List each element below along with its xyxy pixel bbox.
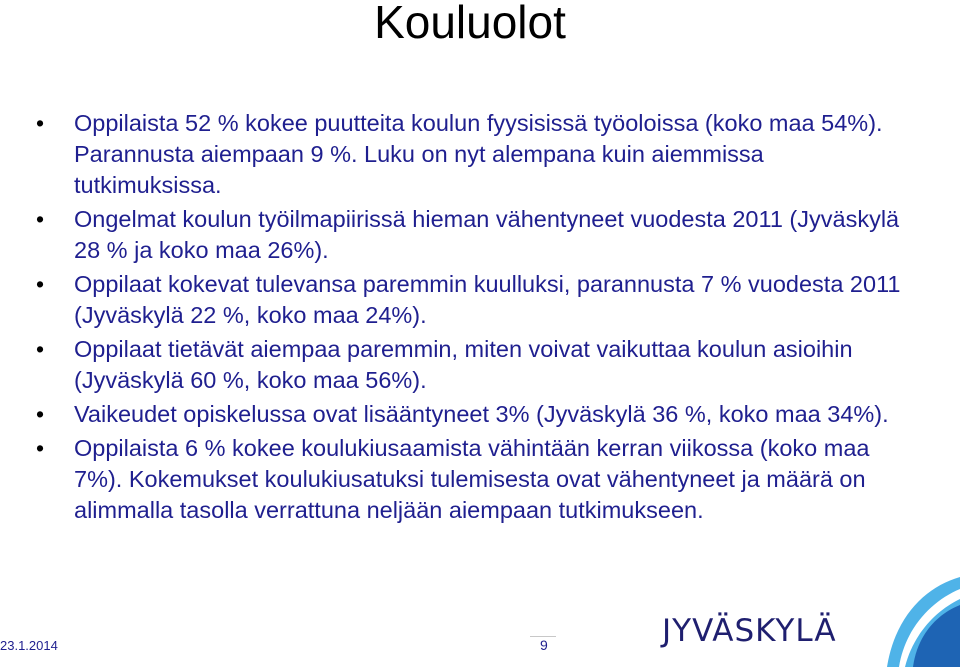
jyvaskyla-swoosh-icon: [865, 577, 960, 667]
slide-title: Kouluolot: [374, 0, 566, 48]
bullet-text: Oppilaat tietävät aiempaa paremmin, miten voivat vaikuttaa koulun asioihin (Jyväskylä 60 %, koko maa 56%).: [74, 336, 853, 393]
bullet-item: [36, 433, 916, 526]
bullet-list: [36, 108, 916, 529]
logo-text: JYVÄSKYLÄ: [662, 613, 837, 649]
bullet-text: Vaikeudet opiskelussa ovat lisääntyneet 3% (Jyväskylä 36 %, koko maa 34%).: [74, 401, 889, 427]
bullet-item: [36, 399, 916, 430]
bullet-text: Oppilaista 52 % kokee puutteita koulun fyysisissä työoloissa (koko maa 54%). Parannusta aiempaan 9 %. Luku on nyt alempana kuin aiemmissa tutkimuksissa.: [74, 110, 883, 198]
bullet-text: Ongelmat koulun työilmapiirissä hieman vähentyneet vuodesta 2011 (Jyväskylä 28 % ja koko maa 26%).: [74, 206, 900, 263]
bullet-icon: •: [36, 435, 45, 461]
page-number: 9: [540, 637, 548, 653]
bullet-text: Oppilaat kokevat tulevansa paremmin kuulluksi, parannusta 7 % vuodesta 2011 (Jyväskylä 22 %, koko maa 24%).: [74, 271, 901, 328]
bullet-item: [36, 334, 916, 396]
bullet-text: Oppilaista 6 % kokee koulukiusaamista vähintään kerran viikossa (koko maa 7%). Kokemukset koulukiusatuksi tulemisesta ovat vähentyneet ja määrä on alimmalla tasolla verrattuna neljään aiempaan tutkimukseen.: [74, 435, 870, 523]
bullet-item: [36, 108, 916, 201]
bullet-item: [36, 269, 916, 331]
bullet-icon: •: [36, 336, 45, 362]
footer-date: 23.1.2014: [0, 638, 58, 653]
jyvaskyla-logo: [660, 577, 960, 667]
bullet-icon: •: [36, 271, 45, 297]
bullet-icon: •: [36, 206, 45, 232]
bullet-item: [36, 204, 916, 266]
bullet-icon: •: [36, 401, 45, 427]
bullet-icon: •: [36, 110, 45, 136]
